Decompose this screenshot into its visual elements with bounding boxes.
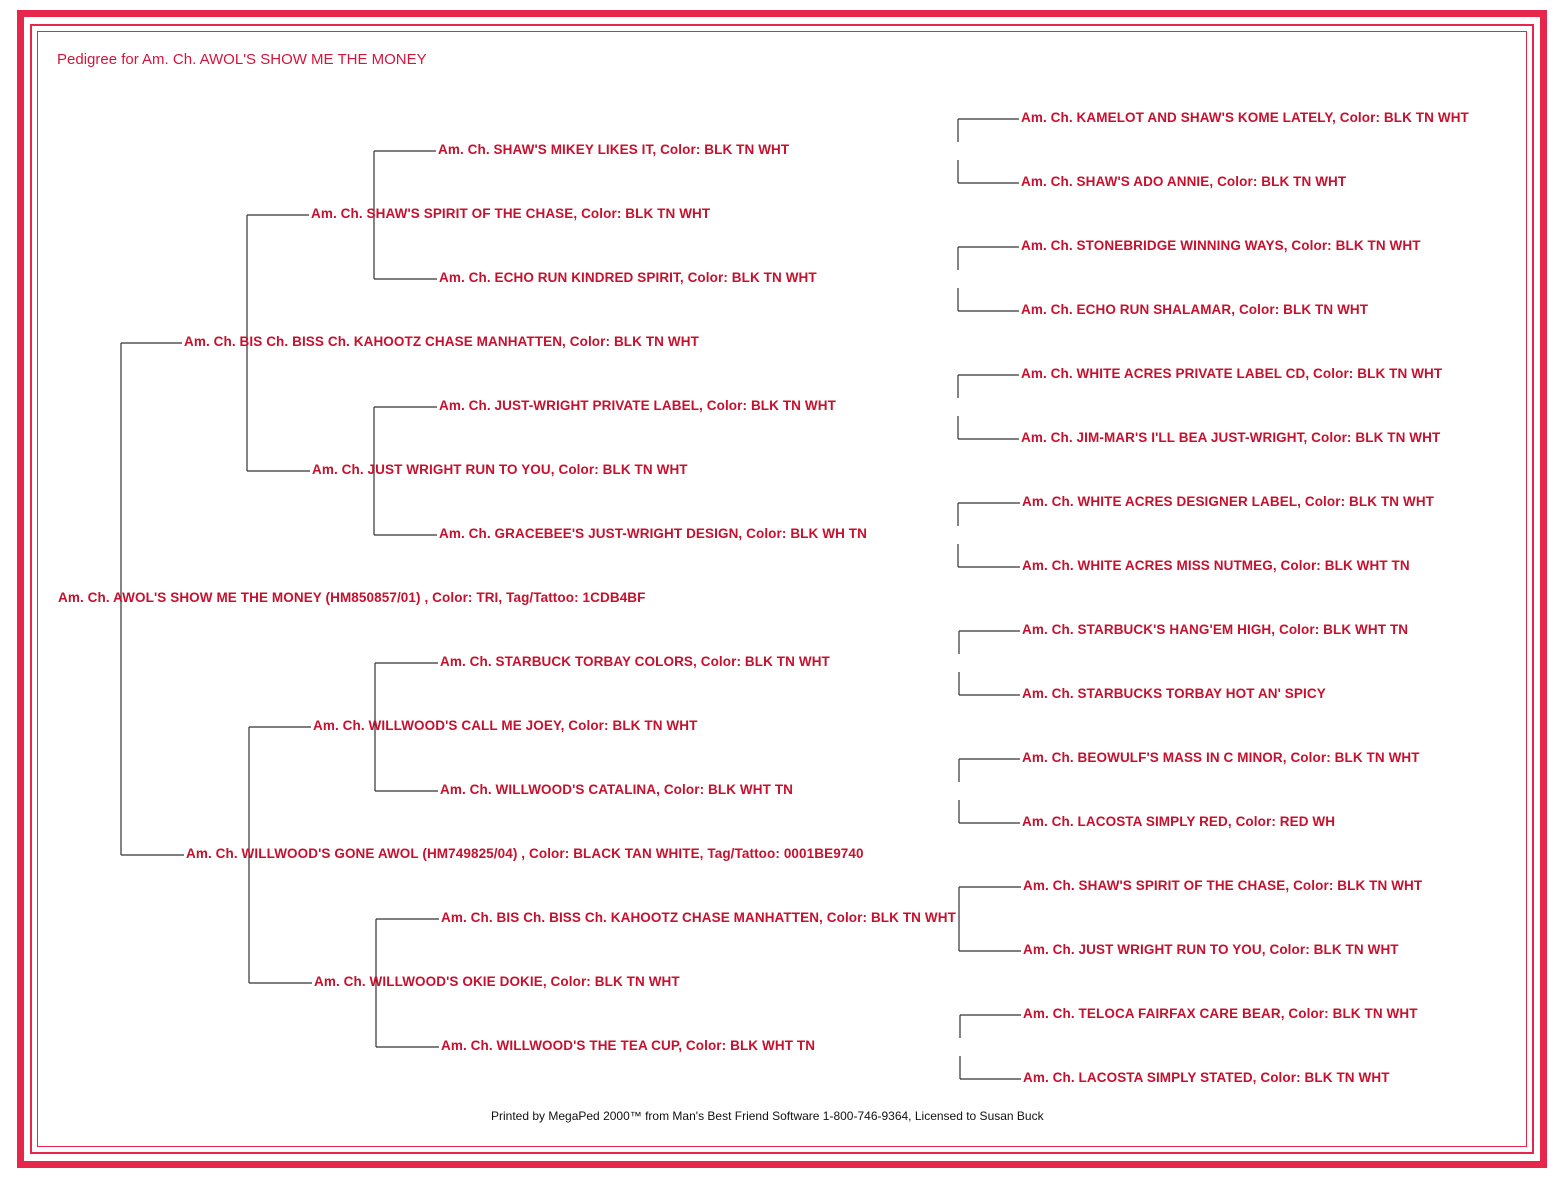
great-great-grandparent-4: Am. Ch. ECHO RUN SHALAMAR, Color: BLK TN WHT bbox=[1021, 302, 1369, 317]
great-great-grandparent-10: Am. Ch. STARBUCKS TORBAY HOT AN' SPICY bbox=[1022, 686, 1326, 701]
great-grandparent-5: Am. Ch. STARBUCK TORBAY COLORS, Color: BLK TN WHT bbox=[440, 654, 830, 669]
great-grandparent-6: Am. Ch. WILLWOOD'S CATALINA, Color: BLK WHT TN bbox=[440, 782, 794, 797]
great-great-grandparent-11: Am. Ch. BEOWULF'S MASS IN C MINOR, Color: BLK TN WHT bbox=[1022, 750, 1420, 765]
dam: Am. Ch. WILLWOOD'S GONE AWOL (HM749825/04) , Color: BLACK TAN WHITE, Tag/Tattoo: 0001BE9740 bbox=[186, 846, 864, 861]
great-grandparent-7: Am. Ch. BIS Ch. BISS Ch. KAHOOTZ CHASE MANHATTEN, Color: BLK TN WHT bbox=[441, 910, 956, 925]
grandparent-1: Am. Ch. SHAW'S SPIRIT OF THE CHASE, Color: BLK TN WHT bbox=[311, 206, 711, 221]
great-great-grandparent-12: Am. Ch. LACOSTA SIMPLY RED, Color: RED WH bbox=[1022, 814, 1336, 829]
great-great-grandparent-8: Am. Ch. WHITE ACRES MISS NUTMEG, Color: BLK WHT TN bbox=[1022, 558, 1410, 573]
great-grandparent-2: Am. Ch. ECHO RUN KINDRED SPIRIT, Color: BLK TN WHT bbox=[439, 270, 817, 285]
great-great-grandparent-2: Am. Ch. SHAW'S ADO ANNIE, Color: BLK TN WHT bbox=[1021, 174, 1347, 189]
great-great-grandparent-6: Am. Ch. JIM-MAR'S I'LL BEA JUST-WRIGHT, Color: BLK TN WHT bbox=[1021, 430, 1441, 445]
grandparent-2: Am. Ch. JUST WRIGHT RUN TO YOU, Color: BLK TN WHT bbox=[312, 462, 688, 477]
grandparent-3: Am. Ch. WILLWOOD'S CALL ME JOEY, Color: BLK TN WHT bbox=[313, 718, 698, 733]
great-great-grandparent-14: Am. Ch. JUST WRIGHT RUN TO YOU, Color: BLK TN WHT bbox=[1023, 942, 1399, 957]
great-grandparent-4: Am. Ch. GRACEBEE'S JUST-WRIGHT DESIGN, Color: BLK WH TN bbox=[439, 526, 867, 541]
great-great-grandparent-13: Am. Ch. SHAW'S SPIRIT OF THE CHASE, Color: BLK TN WHT bbox=[1023, 878, 1423, 893]
great-great-grandparent-15: Am. Ch. TELOCA FAIRFAX CARE BEAR, Color: BLK TN WHT bbox=[1023, 1006, 1418, 1021]
great-grandparent-1: Am. Ch. SHAW'S MIKEY LIKES IT, Color: BLK TN WHT bbox=[438, 142, 790, 157]
grandparent-4: Am. Ch. WILLWOOD'S OKIE DOKIE, Color: BLK TN WHT bbox=[314, 974, 680, 989]
footer-credit: Printed by MegaPed 2000™ from Man's Best Friend Software 1-800-746-9364, Licensed to Susan Buck bbox=[491, 1109, 1044, 1123]
sire: Am. Ch. BIS Ch. BISS Ch. KAHOOTZ CHASE MANHATTEN, Color: BLK TN WHT bbox=[184, 334, 699, 349]
great-grandparent-8: Am. Ch. WILLWOOD'S THE TEA CUP, Color: BLK WHT TN bbox=[441, 1038, 816, 1053]
great-grandparent-3: Am. Ch. JUST-WRIGHT PRIVATE LABEL, Color: BLK TN WHT bbox=[439, 398, 836, 413]
page-title: Pedigree for Am. Ch. AWOL'S SHOW ME THE MONEY bbox=[57, 51, 427, 68]
great-great-grandparent-3: Am. Ch. STONEBRIDGE WINNING WAYS, Color: BLK TN WHT bbox=[1021, 238, 1421, 253]
great-great-grandparent-5: Am. Ch. WHITE ACRES PRIVATE LABEL CD, Color: BLK TN WHT bbox=[1021, 366, 1443, 381]
subject-dog: Am. Ch. AWOL'S SHOW ME THE MONEY (HM850857/01) , Color: TRI, Tag/Tattoo: 1CDB4BF bbox=[58, 590, 646, 605]
great-great-grandparent-16: Am. Ch. LACOSTA SIMPLY STATED, Color: BLK TN WHT bbox=[1023, 1070, 1390, 1085]
great-great-grandparent-1: Am. Ch. KAMELOT AND SHAW'S KOME LATELY, Color: BLK TN WHT bbox=[1021, 110, 1469, 125]
great-great-grandparent-7: Am. Ch. WHITE ACRES DESIGNER LABEL, Color: BLK TN WHT bbox=[1022, 494, 1435, 509]
great-great-grandparent-9: Am. Ch. STARBUCK'S HANG'EM HIGH, Color: BLK WHT TN bbox=[1022, 622, 1409, 637]
